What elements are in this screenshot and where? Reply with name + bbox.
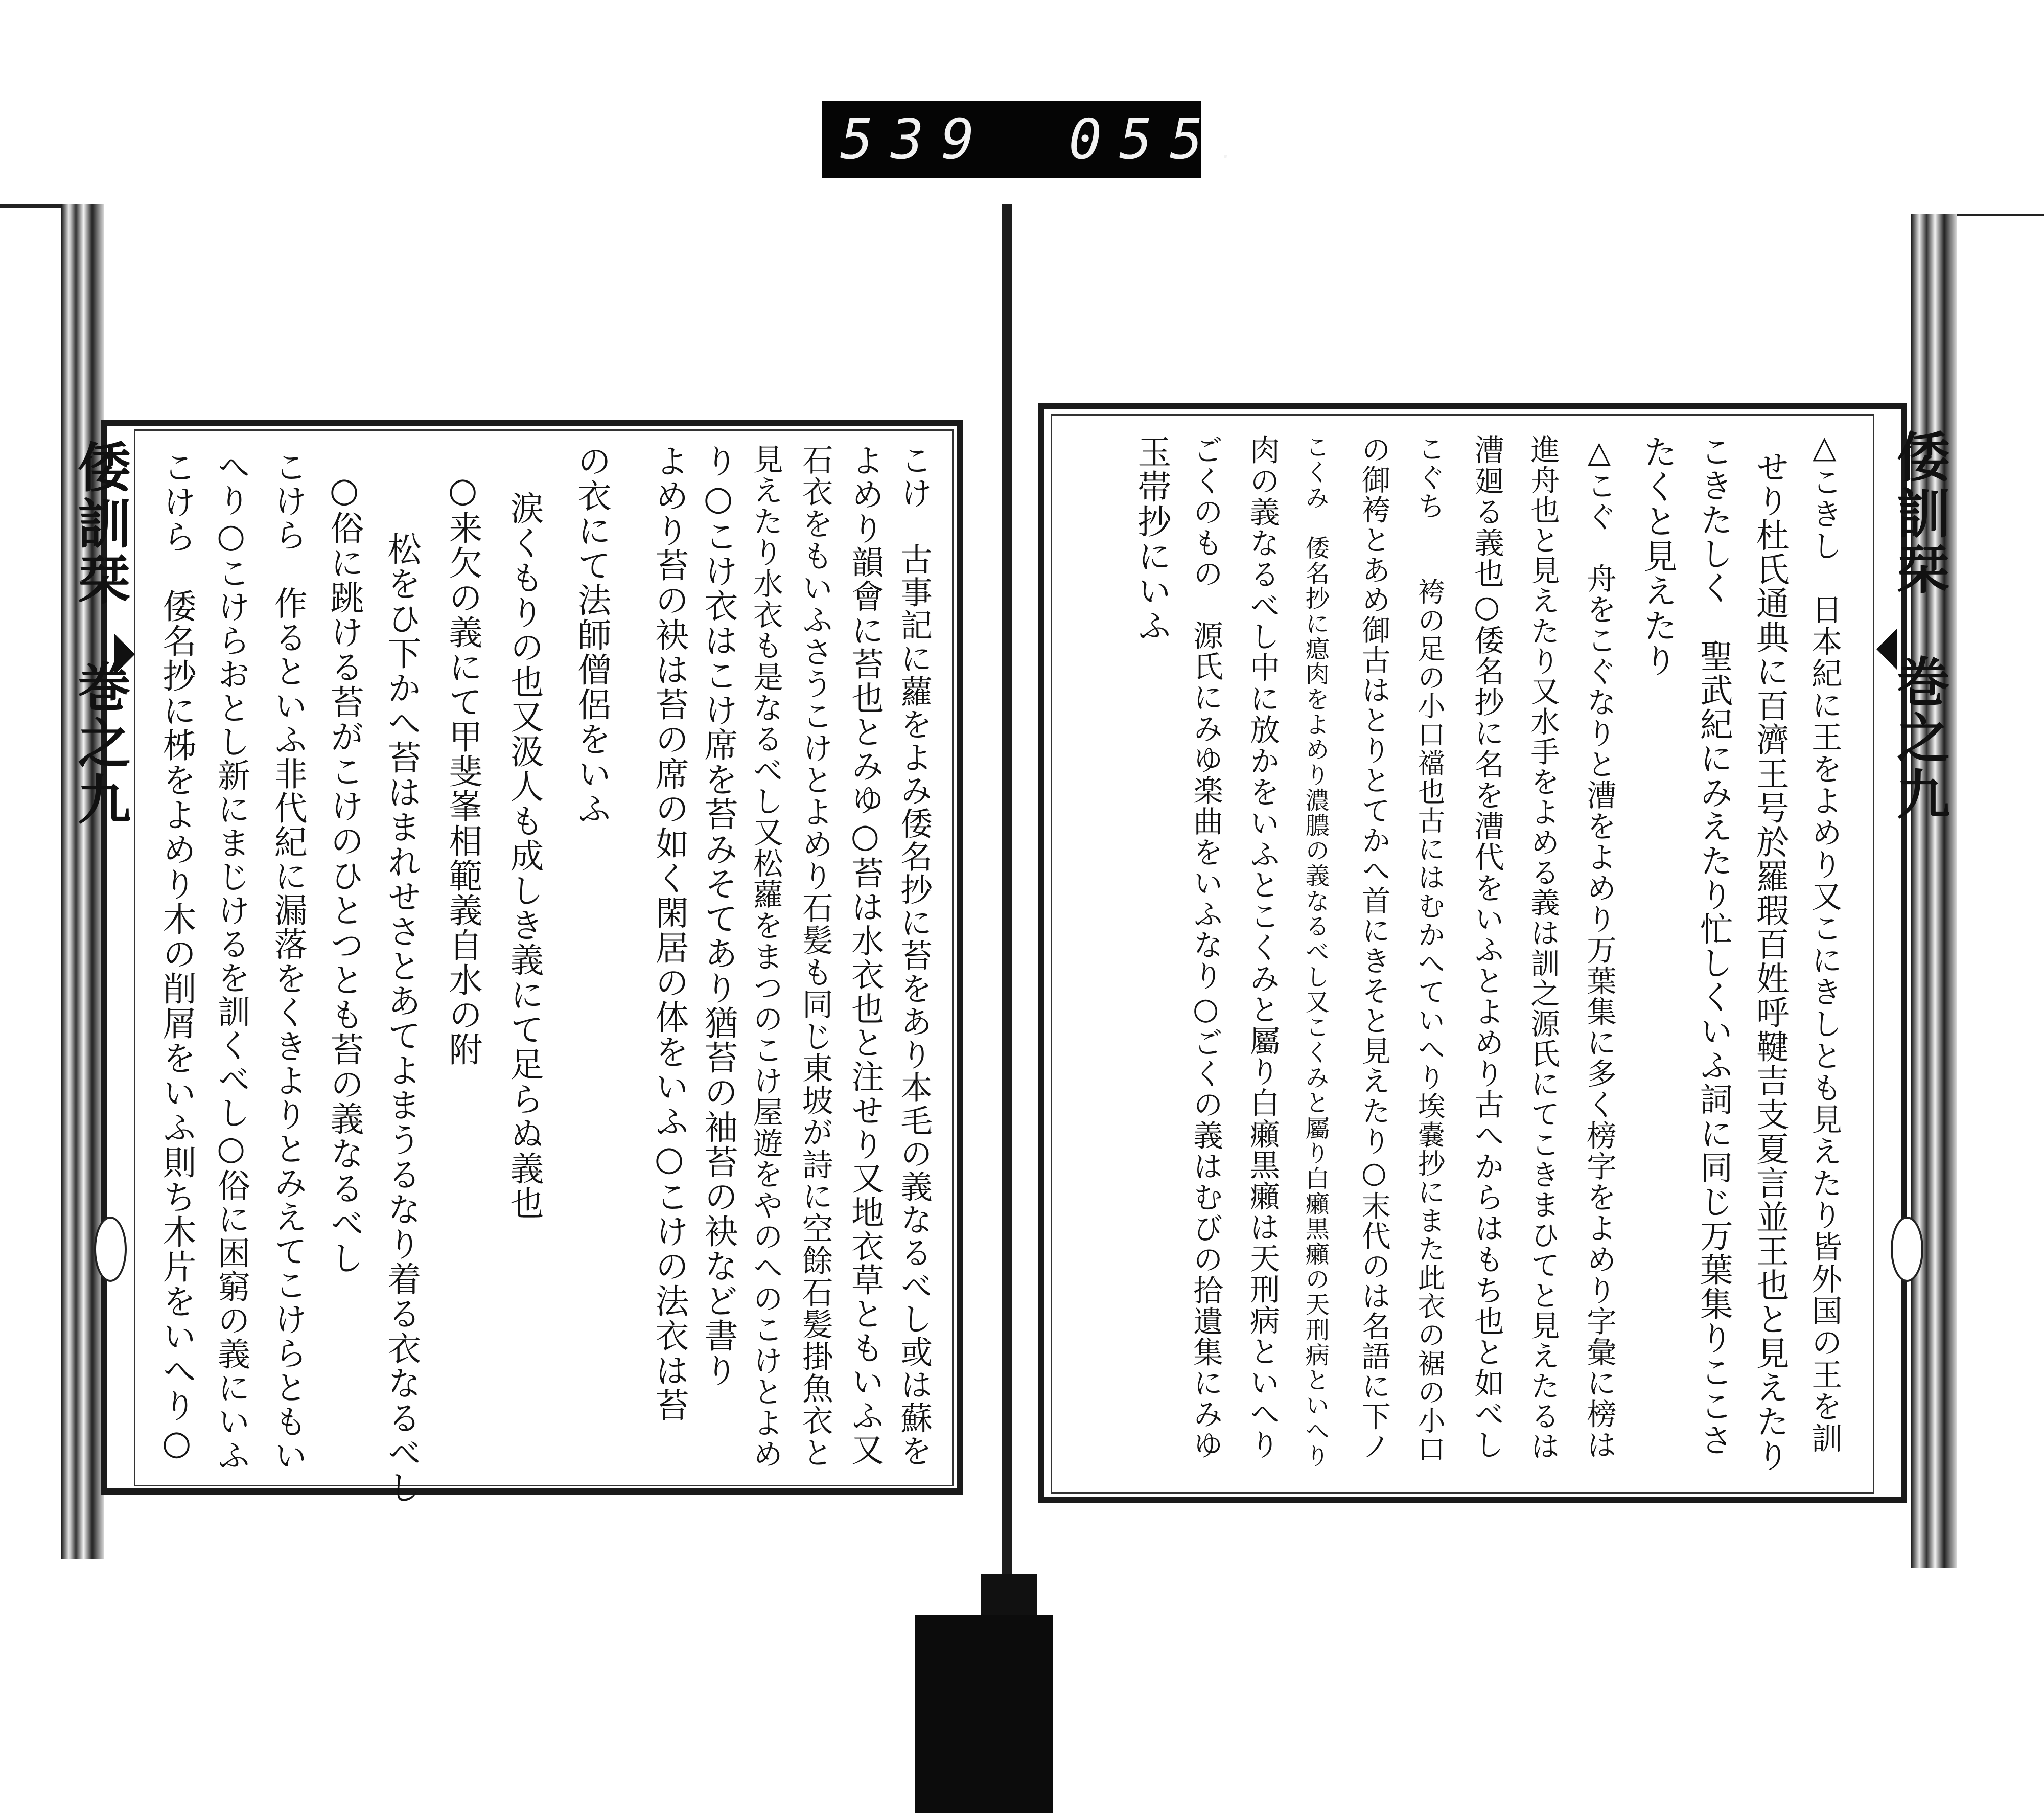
right-col-13: 玉帯抄にいふ [1132, 434, 1171, 643]
right-col-12: ごくのもの 源氏にみゆ楽曲をいふなり○ごくの義はむびの拾遺集にみゆ [1188, 434, 1223, 1460]
left-col-13: へり○こけらおとし新にまじけるを訓くべし○俗に困窮の義にいふ [212, 450, 250, 1473]
right-col-11: 肉の義なるべし中に放かをいふとこくみと屬り白癩黒癩は天刑病といへり [1244, 434, 1280, 1461]
right-volume-label: 巻之九 [1888, 654, 1950, 823]
right-col-2: せり杜氏通典に百濟王号於羅瑕百姓呼鞬吉支夏言並王也と見えたり [1750, 450, 1789, 1473]
left-col-3: 石衣をもいふさうこけとよめり石髪も同じ東坡が詩に空餘石髪掛魚衣と [797, 444, 833, 1469]
left-col-10: 松をひ下かへ苔はまれせさとあてよまうるなり着る衣なるべし [382, 532, 421, 1505]
reel-id-label [822, 101, 1221, 178]
left-page-number-marker [94, 1217, 127, 1282]
reel-number-left: 539 [840, 107, 992, 172]
left-col-6: よめり苔の袂は苔の席の如く閑居の体をいふ○こけの法衣は苔 [649, 444, 689, 1422]
right-col-8: こぐち 袴の足の小口襠也古にはむかへていへり埃嚢抄にまた此衣の裾の小口 [1413, 434, 1446, 1464]
left-cover-edge [61, 204, 104, 1559]
right-col-3: こきたしく 聖武紀にみえたり忙しくいふ詞に同じ万葉集りここさ [1694, 434, 1733, 1457]
left-col-1: こけ 古事記に蘿をよみ倭名抄に苔をあり本毛の義なるべし或は蘇を [895, 444, 933, 1467]
left-col-14: こけら 倭名抄に柹をよめり木の削屑をいふ則ち木片をいへり○ [157, 450, 196, 1463]
left-col-12: こけら 作るといふ非代紀に漏落をくきよりとみえてこけらともい [268, 450, 307, 1473]
right-col-4: たくと見えたり [1638, 434, 1677, 678]
gutter-stand [915, 1615, 1053, 1813]
right-col-9: の御袴とあめ御古はとりとてかへ首にきそと見えたり○末代のは名語に下ノ [1357, 434, 1391, 1462]
right-cover-edge [1911, 214, 1957, 1568]
left-col-4: 見えたり水衣も是なるべし又松蘿をまつのこけ屋遊をやのへのこけとよめ [748, 444, 783, 1470]
right-running-head: 倭訓栞 [1888, 429, 1950, 598]
left-col-11: ○俗に跳ける苔がこけのひとつとも苔の義なるべし [324, 470, 364, 1275]
left-col-9: ○来欠の義にて甲斐峯相範義自水の附 [443, 470, 482, 1067]
left-col-2: よめり韻會に苔也とみゆ○苔は水衣也と注せり又地衣草ともいふ又 [846, 444, 885, 1467]
left-running-head: 倭訓栞 [68, 440, 131, 608]
right-col-6: 進舟也と見えたり又水手をよめる義は訓之源氏にてこきまひてと見えたるは [1526, 434, 1560, 1462]
reel-number-right: 055 . [1069, 108, 1250, 172]
right-col-1: △こきし 日本紀に王をよめり又こにきしとも見えたり皆外国の王を訓 [1806, 429, 1843, 1454]
left-col-7: の衣にて法師僧侶をいふ [572, 444, 611, 826]
right-col-7: 漕廻る義也○倭名抄に名を漕代をいふとよめり古へからはもち也と如べし [1469, 434, 1504, 1460]
left-col-8: 涙くもりの也又汲人も成しき義にて足らぬ義也 [504, 491, 544, 1221]
gutter-line [1002, 204, 1012, 1595]
left-col-5: り○こけ衣はこけ席を苔みそてあり猶苔の袖苔の袂など書り [699, 444, 738, 1388]
left-volume-label: 巻之九 [68, 659, 131, 828]
right-page-number-marker [1891, 1217, 1923, 1282]
right-col-5: △こぐ 舟をこぐなりと漕をよめり万葉集に多く榜字をよめり字彙に榜は [1582, 434, 1617, 1460]
right-col-10: こくみ 倭名抄に瘜肉をよめり濃膿の義なるべし又こくみと屬り白癩黒癩の天刑病といへり [1301, 434, 1330, 1468]
